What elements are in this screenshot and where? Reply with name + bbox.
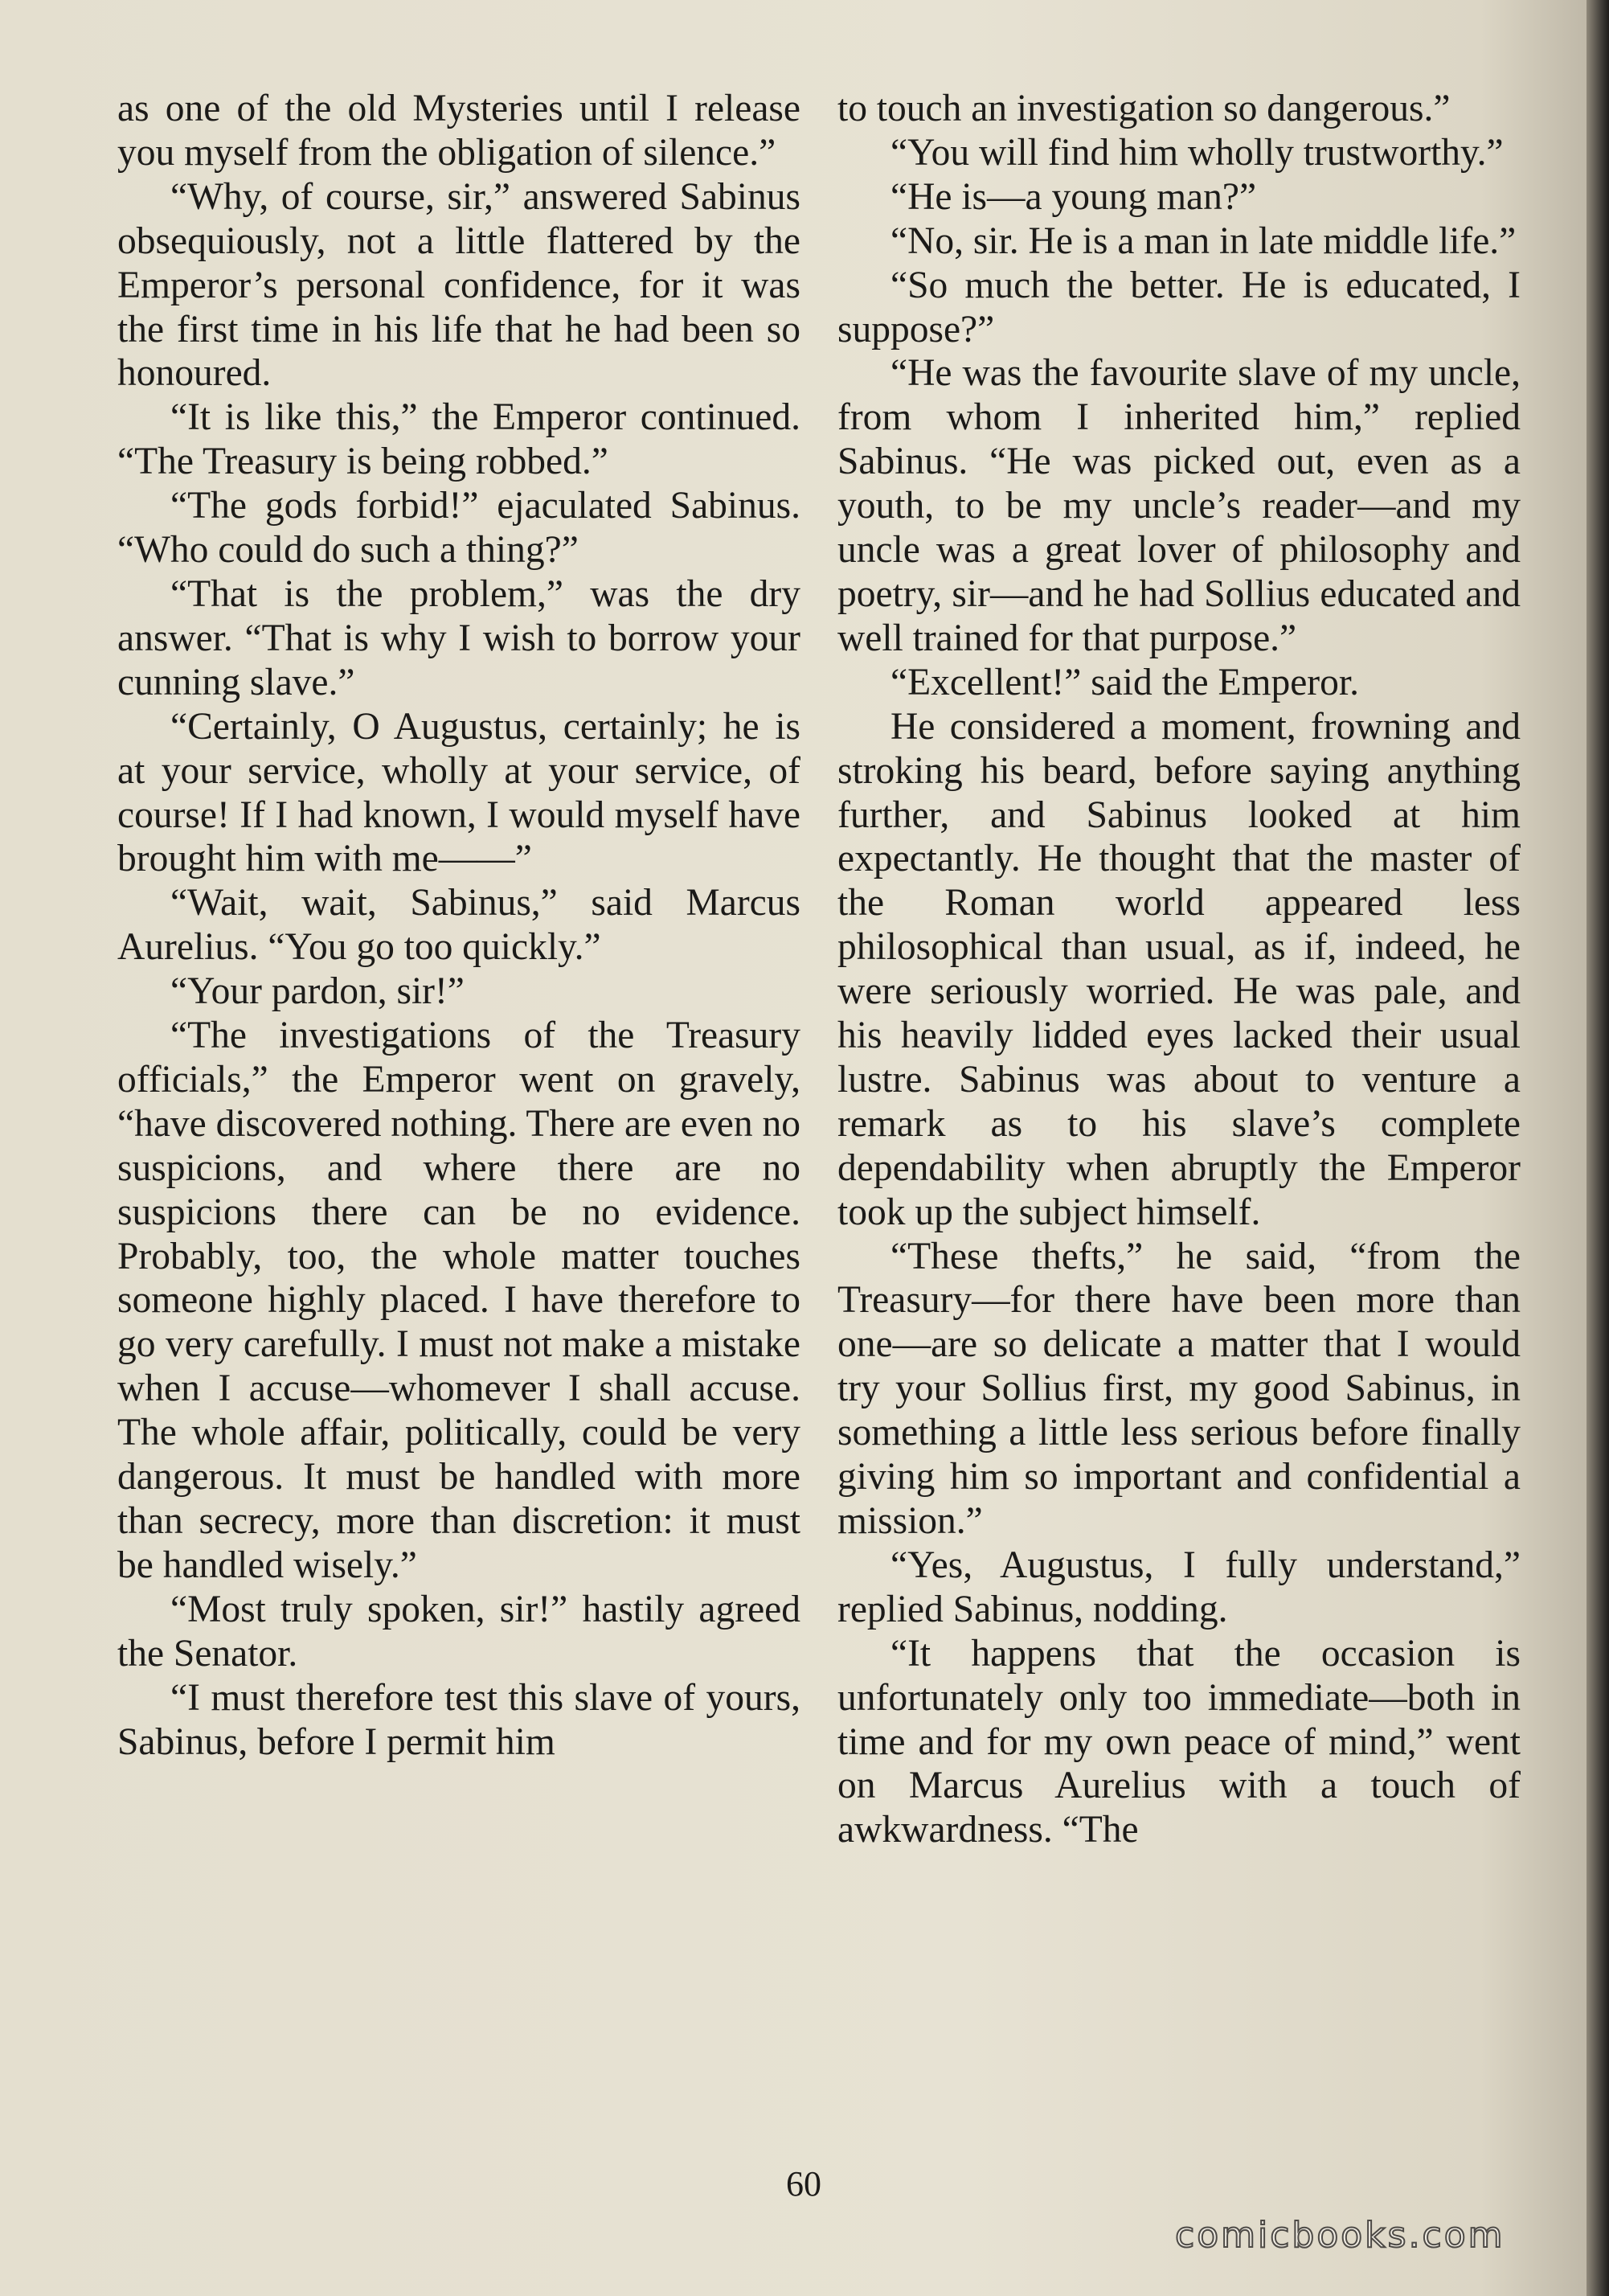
paragraph: to touch an investigation so dangerous.” [837, 88, 1451, 129]
paragraph: “Wait, wait, Sabinus,” said Marcus Aurelius. “You go too quickly.” [117, 882, 800, 969]
paragraph: “It is like this,” the Emperor continued. “The Treasury is being robbed.” [117, 396, 800, 483]
paragraph: “He is—a young man?” [890, 175, 1257, 218]
paragraph: as one of the old Mysteries until I release you myself from the obligation of silence.” [117, 88, 800, 174]
right-column [837, 87, 1521, 1852]
paragraph: “Excellent!” said the Emperor. [890, 661, 1359, 703]
paragraph: “These thefts,” he said, “from the Treasury—for there have been more than one—are so delicate a matter that I would try your Sollius first, my good Sabinus, in something a little less serious before finally giving him so important and confidential a mission.” [837, 1235, 1521, 1542]
paragraph: “Most truly spoken, sir!” hastily agreed the Senator. [117, 1588, 800, 1675]
paragraph: “Yes, Augustus, I fully understand,” replied Sabinus, nodding. [837, 1544, 1521, 1630]
paragraph: “Certainly, O Augustus, certainly; he is at your service, wholly at your service, of course! If I had known, I would myself have brought him with me——” [117, 705, 800, 880]
paragraph: He considered a moment, frowning and stroking his beard, before saying anything further, and Sabinus looked at him expectantly. He thought that the master of the Roman world appeared less philosophical than usual, as if, indeed, he were seriously worried. He was pale, and his heavily lidded eyes lacked their usual lustre. Sabinus was about to venture a remark as to his slave’s complete dependability when abruptly the Emperor took up the subject himself. [837, 705, 1521, 1233]
left-column [117, 87, 800, 1764]
paragraph: “No, sir. He is a man in late middle life.” [890, 219, 1517, 262]
paragraph: “The gods forbid!” ejaculated Sabinus. “Who could do such a thing?” [117, 485, 800, 572]
paragraph: “The investigations of the Treasury officials,” the Emperor went on gravely, “have discovered nothing. There are even no suspicions, and where there are no suspicions there can be no evidence. Probably, too, the whole matter touches someone highly placed. I have therefore to go very carefully. I must not make a mistake when I accuse—whomever I shall accuse. The whole affair, politically, could be very dangerous. It must be handled with more than secrecy, more than discretion: it must be handled wisely.” [117, 1015, 800, 1586]
paragraph: “You will find him wholly trustworthy.” [890, 131, 1504, 174]
paragraph: “It happens that the occasion is unfortunately only too immediate—both in time and for my own peace of mind,” went on Marcus Aurelius with a touch of awkwardness. “The [837, 1632, 1521, 1851]
paragraph: “That is the problem,” was the dry answer. “That is why I wish to borrow your cunning slave.” [117, 572, 800, 703]
page-number: 60 [786, 2164, 821, 2204]
paragraph: “Why, of course, sir,” answered Sabinus obsequiously, not a little flattered by the Emperor’s personal confidence, for it was the first time in his life that he had been so honoured. [117, 175, 800, 395]
page-spine-edge [1586, 0, 1609, 2296]
paragraph: “I must therefore test this slave of yours, Sabinus, before I permit him [117, 1676, 800, 1763]
watermark: comicbooks.com [1175, 2215, 1505, 2256]
paragraph: “He was the favourite slave of my uncle, from whom I inherited him,” replied Sabinus. “He was picked out, even as a youth, to be my uncle’s reader—and my uncle was a great lover of philosophy and poetry, sir—and he had Sollius educated and well trained for that purpose.” [837, 352, 1521, 659]
paragraph: “So much the better. He is educated, I suppose?” [837, 264, 1521, 351]
paragraph: “Your pardon, sir!” [170, 970, 465, 1013]
